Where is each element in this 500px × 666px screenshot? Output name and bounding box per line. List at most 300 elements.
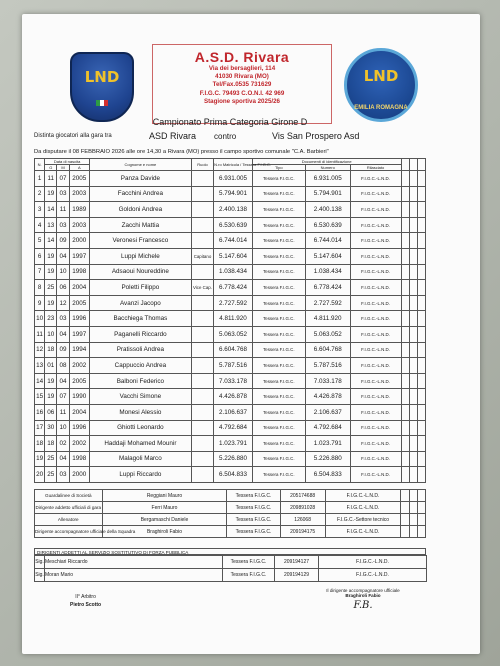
birth-year: 2005: [69, 373, 89, 389]
police-service-row: [35, 569, 427, 582]
police-service-table: [34, 555, 427, 582]
check-cell: [401, 436, 409, 452]
table-row: [35, 342, 426, 358]
player-name: Balboni Federico: [89, 373, 191, 389]
document-number: 209194175: [280, 526, 325, 538]
player-role: [191, 295, 213, 311]
birth-day: 14: [45, 202, 57, 218]
document-type: Tessera F.I.G.C.: [252, 373, 305, 389]
check-cell: [409, 514, 417, 526]
birth-day: 19: [45, 264, 57, 280]
birth-month: 03: [57, 217, 69, 233]
check-cell: [417, 342, 425, 358]
check-cell: [409, 420, 417, 436]
check-cell: [409, 202, 417, 218]
document-number: 209194129: [275, 569, 319, 582]
check-cell: [409, 280, 417, 296]
player-matricola: 6.604.768: [214, 342, 253, 358]
player-number: 5: [35, 233, 45, 249]
check-cell: [417, 186, 425, 202]
italian-flag-icon: [96, 100, 108, 106]
table-row: [35, 326, 426, 342]
document-type: Tessera F.I.G.C.: [252, 404, 305, 420]
player-matricola: 6.504.833: [214, 467, 253, 483]
player-number: 13: [35, 358, 45, 374]
player-matricola: 2.727.592: [214, 295, 253, 311]
player-matricola: 2.400.138: [214, 202, 253, 218]
police-service-row: [35, 556, 427, 569]
check-cell: [409, 389, 417, 405]
check-cell: [401, 186, 409, 202]
issued-by: F.I.G.C.-L.N.D.: [350, 358, 401, 374]
check-cell: [417, 373, 425, 389]
issued-by: F.I.G.C.-L.N.D.: [325, 526, 401, 538]
document-type: Tessera F.I.G.C.: [223, 556, 275, 569]
issued-by: F.I.G.C.-L.N.D.: [319, 556, 427, 569]
player-role: [191, 233, 213, 249]
check-cell: [417, 436, 425, 452]
player-role: [191, 186, 213, 202]
check-cell: [417, 295, 425, 311]
check-cell: [409, 311, 417, 327]
player-matricola: 5.147.604: [214, 248, 253, 264]
check-cell: [401, 280, 409, 296]
birth-month: 11: [57, 202, 69, 218]
player-matricola: 5.794.901: [214, 186, 253, 202]
staff-name: Bergamaschi Daniele: [102, 514, 227, 526]
check-cell: [401, 373, 409, 389]
issued-by: F.I.G.C.-L.N.D.: [325, 490, 401, 502]
player-number: 16: [35, 404, 45, 420]
player-name: Luppi Michele: [89, 248, 191, 264]
check-cell: [409, 264, 417, 280]
check-cell: [409, 526, 417, 538]
player-matricola: 4.426.878: [214, 389, 253, 405]
document-number: 126068: [280, 514, 325, 526]
table-row: [35, 311, 426, 327]
birth-day: 18: [45, 342, 57, 358]
player-number: 19: [35, 451, 45, 467]
player-name: Vacchi Simone: [89, 389, 191, 405]
staff-role: Guardalinee di Società: [35, 490, 103, 502]
check-cell: [409, 248, 417, 264]
check-cell: [401, 467, 409, 483]
document-number: 6.744.014: [305, 233, 350, 249]
document-type: Tessera F.I.G.C.: [252, 248, 305, 264]
lnd-emilia-romagna-logo: LND EMILIA ROMAGNA: [344, 48, 418, 122]
player-role: [191, 171, 213, 187]
birth-day: 25: [45, 280, 57, 296]
table-row: [35, 217, 426, 233]
club-address: Via dei bersaglieri, 114: [208, 65, 276, 72]
document-number: 6.504.833: [305, 467, 350, 483]
check-cell: [409, 342, 417, 358]
staff-name: Braghiroli Fabio: [102, 526, 227, 538]
document-number: 6.604.768: [305, 342, 350, 358]
player-name: Paganelli Riccardo: [89, 326, 191, 342]
document-number: 4.792.684: [305, 420, 350, 436]
document-number: 2.727.592: [305, 295, 350, 311]
document-type: Tessera F.I.G.C.: [227, 526, 280, 538]
check-cell: [417, 526, 425, 538]
document-type: Tessera F.I.G.C.: [252, 202, 305, 218]
player-role: [191, 436, 213, 452]
player-matricola: 5.063.052: [214, 326, 253, 342]
birth-year: 2004: [69, 280, 89, 296]
check-cell: [417, 264, 425, 280]
player-number: 12: [35, 342, 45, 358]
player-number: 3: [35, 202, 45, 218]
issued-by: F.I.G.C.-L.N.D.: [350, 217, 401, 233]
check-cell: [417, 217, 425, 233]
document-number: 2.106.637: [305, 404, 350, 420]
birth-year: 1996: [69, 420, 89, 436]
check-cell: [409, 326, 417, 342]
issued-by: F.I.G.C.-L.N.D.: [350, 326, 401, 342]
check-cell: [401, 233, 409, 249]
check-cell: [417, 502, 425, 514]
table-row: [35, 186, 426, 202]
issued-by: F.I.G.C.-Settore tecnico: [325, 514, 401, 526]
birth-day: 30: [45, 420, 57, 436]
player-role: [191, 373, 213, 389]
issued-by: F.I.G.C.-L.N.D.: [350, 373, 401, 389]
player-role: [191, 467, 213, 483]
player-number: 14: [35, 373, 45, 389]
check-cell: [401, 502, 409, 514]
check-cell: [417, 490, 425, 502]
birth-month: 11: [57, 404, 69, 420]
check-cell: [401, 358, 409, 374]
birth-year: 1997: [69, 248, 89, 264]
issued-by: F.I.G.C.-L.N.D.: [350, 186, 401, 202]
staff-role: Allenatore: [35, 514, 103, 526]
player-name: Facchini Andrea: [89, 186, 191, 202]
document-type: Tessera F.I.G.C.: [227, 490, 280, 502]
staff-role: Dirigente accompagnatore ufficiale della Squadra: [35, 526, 103, 538]
birth-day: 23: [45, 311, 57, 327]
table-row: [35, 248, 426, 264]
check-cell: [401, 404, 409, 420]
check-cell: [401, 311, 409, 327]
issued-by: F.I.G.C.-L.N.D.: [350, 202, 401, 218]
check-cell: [401, 326, 409, 342]
check-cell: [401, 248, 409, 264]
player-matricola: 1.038.434: [214, 264, 253, 280]
player-role: Capitano: [191, 248, 213, 264]
player-number: 6: [35, 248, 45, 264]
player-role: Vice Cap.: [191, 280, 213, 296]
birth-day: 10: [45, 326, 57, 342]
birth-month: 07: [57, 389, 69, 405]
check-cell: [401, 420, 409, 436]
birth-year: 2002: [69, 358, 89, 374]
document-type: Tessera F.I.G.C.: [252, 389, 305, 405]
document-type: Tessera F.I.G.C.: [252, 451, 305, 467]
table-row: [35, 373, 426, 389]
away-team: Vis San Prospero Asd: [272, 131, 360, 141]
check-cell: [409, 358, 417, 374]
police-service-header: DIRIGENTI ADDETTI AL SERVIZIO SOSTITUTIVO DI FORZA PUBBLICA: [34, 548, 426, 555]
player-role: [191, 358, 213, 374]
player-number: 10: [35, 311, 45, 327]
document-type: Tessera F.I.G.C.: [227, 514, 280, 526]
table-row: [35, 280, 426, 296]
player-matricola: 6.778.424: [214, 280, 253, 296]
document-number: 4.426.878: [305, 389, 350, 405]
check-cell: [409, 502, 417, 514]
birth-month: 04: [57, 451, 69, 467]
birth-year: 2000: [69, 467, 89, 483]
check-cell: [417, 233, 425, 249]
issued-by: F.I.G.C.-L.N.D.: [350, 280, 401, 296]
player-role: [191, 389, 213, 405]
table-row: [35, 358, 426, 374]
issued-by: F.I.G.C.-L.N.D.: [350, 171, 401, 187]
check-cell: [409, 171, 417, 187]
referee-signature-block: II° Arbitro Pietro Scotto: [70, 594, 102, 608]
player-name: Panza Davide: [89, 171, 191, 187]
birth-month: 03: [57, 311, 69, 327]
check-cell: [417, 451, 425, 467]
document-type: Tessera F.I.G.C.: [252, 358, 305, 374]
check-cell: [409, 451, 417, 467]
table-row: [35, 202, 426, 218]
document-type: Tessera F.I.G.C.: [223, 569, 275, 582]
document-type: Tessera F.I.G.C.: [252, 342, 305, 358]
championship-title: Campionato Prima Categoria Girone D: [152, 117, 308, 127]
player-name: Bacchiega Thomas: [89, 311, 191, 327]
check-cell: [417, 326, 425, 342]
player-role: [191, 311, 213, 327]
table-header-row: N. Data di nascita Cognome e nome Ruolo N.ro Matricola / Tessera F.I.G.C. Documenti di identificazione: [35, 159, 426, 165]
check-cell: [417, 420, 425, 436]
check-cell: [417, 358, 425, 374]
player-role: [191, 202, 213, 218]
birth-year: 1996: [69, 311, 89, 327]
distinta-label: Distinta giocatori alla gara tra: [34, 133, 112, 139]
birth-day: 19: [45, 389, 57, 405]
staff-row: [35, 514, 426, 526]
check-cell: [409, 373, 417, 389]
issued-by: F.I.G.C.-L.N.D.: [350, 404, 401, 420]
player-matricola: 5.226.880: [214, 451, 253, 467]
birth-year: 2003: [69, 186, 89, 202]
check-cell: [401, 526, 409, 538]
player-number: 18: [35, 436, 45, 452]
document-number: 5.226.880: [305, 451, 350, 467]
issued-by: F.I.G.C.-L.N.D.: [350, 467, 401, 483]
contro-label: contro: [214, 132, 237, 141]
player-name: Veronesi Francesco: [89, 233, 191, 249]
table-row: [35, 404, 426, 420]
document-type: Tessera F.I.G.C.: [252, 311, 305, 327]
club-phone: Tel/Fax.0535 731629: [212, 81, 272, 89]
title-prefix: Sig.: [35, 569, 45, 582]
player-name: Cappuccio Andrea: [89, 358, 191, 374]
birth-day: 18: [45, 436, 57, 452]
birth-month: 12: [57, 295, 69, 311]
player-matricola: 2.106.637: [214, 404, 253, 420]
issued-by: F.I.G.C.-L.N.D.: [350, 342, 401, 358]
birth-month: 06: [57, 280, 69, 296]
player-role: [191, 326, 213, 342]
issued-by: F.I.G.C.-L.N.D.: [350, 451, 401, 467]
birth-day: 25: [45, 451, 57, 467]
check-cell: [417, 514, 425, 526]
check-cell: [409, 186, 417, 202]
document-number: 6.931.005: [305, 171, 350, 187]
document-number: 205174688: [280, 490, 325, 502]
document-type: Tessera F.I.G.C.: [252, 233, 305, 249]
staff-name: Reggiani Mauro: [102, 490, 227, 502]
birth-day: 25: [45, 467, 57, 483]
club-city: 41030 Rivara (MO): [215, 73, 269, 81]
player-matricola: 6.931.005: [214, 171, 253, 187]
birth-month: 10: [57, 420, 69, 436]
issued-by: F.I.G.C.-L.N.D.: [350, 311, 401, 327]
check-cell: [401, 264, 409, 280]
birth-year: 2005: [69, 171, 89, 187]
player-matricola: 4.792.684: [214, 420, 253, 436]
home-team: ASD Rivara: [149, 131, 197, 141]
issued-by: F.I.G.C.-L.N.D.: [350, 420, 401, 436]
check-cell: [409, 467, 417, 483]
check-cell: [401, 295, 409, 311]
birth-day: 19: [45, 295, 57, 311]
person-name: Meschiari Riccardo: [45, 556, 223, 569]
document-number: 4.811.920: [305, 311, 350, 327]
handwritten-signature: F.B.: [353, 600, 373, 611]
player-matricola: 1.023.791: [214, 436, 253, 452]
birth-year: 1989: [69, 202, 89, 218]
birth-month: 02: [57, 436, 69, 452]
player-role: [191, 217, 213, 233]
player-matricola: 7.033.178: [214, 373, 253, 389]
birth-year: 2003: [69, 217, 89, 233]
issued-by: F.I.G.C.-L.N.D.: [350, 233, 401, 249]
check-cell: [401, 490, 409, 502]
birth-month: 03: [57, 467, 69, 483]
check-cell: [401, 342, 409, 358]
player-name: Zacchi Mattia: [89, 217, 191, 233]
check-cell: [409, 490, 417, 502]
check-cell: [417, 467, 425, 483]
issued-by: F.I.G.C.-L.N.D.: [350, 436, 401, 452]
person-name: Moran Mario: [45, 569, 223, 582]
player-matricola: 6.530.639: [214, 217, 253, 233]
check-cell: [409, 233, 417, 249]
staff-role: Dirigente addetto ufficiali di gara: [35, 502, 103, 514]
club-name: A.S.D. Rivara: [194, 49, 290, 65]
player-role: [191, 420, 213, 436]
birth-year: 2000: [69, 233, 89, 249]
document-number: 5.063.052: [305, 326, 350, 342]
player-role: [191, 264, 213, 280]
document-type: Tessera F.I.G.C.: [252, 280, 305, 296]
document-type: Tessera F.I.G.C.: [252, 420, 305, 436]
document-type: Tessera F.I.G.C.: [252, 217, 305, 233]
document-number: 2.400.138: [305, 202, 350, 218]
birth-year: 1994: [69, 342, 89, 358]
player-name: Goldoni Andrea: [89, 202, 191, 218]
birth-month: 04: [57, 248, 69, 264]
check-cell: [417, 248, 425, 264]
club-figc: F.I.G.C. 79493 C.O.N.I. 42 969: [199, 89, 285, 97]
player-name: Luppi Riccardo: [89, 467, 191, 483]
player-number: 11: [35, 326, 45, 342]
player-matricola: 4.811.920: [214, 311, 253, 327]
title-prefix: Sig.: [35, 556, 45, 569]
issued-by: F.I.G.C.-L.N.D.: [350, 389, 401, 405]
birth-day: 06: [45, 404, 57, 420]
birth-year: 1997: [69, 326, 89, 342]
player-number: 15: [35, 389, 45, 405]
player-role: [191, 451, 213, 467]
staff-row: [35, 526, 426, 538]
birth-day: 14: [45, 233, 57, 249]
player-number: 4: [35, 217, 45, 233]
player-role: [191, 404, 213, 420]
check-cell: [417, 171, 425, 187]
issued-by: F.I.G.C.-L.N.D.: [350, 248, 401, 264]
player-name: Haddaji Mohamed Mounir: [89, 436, 191, 452]
birth-year: 1998: [69, 451, 89, 467]
birth-month: 08: [57, 358, 69, 374]
distinta-row: [34, 133, 434, 139]
staff-name: Ferri Mauro: [102, 502, 227, 514]
table-row: [35, 467, 426, 483]
check-cell: [401, 171, 409, 187]
check-cell: [409, 436, 417, 452]
club-season: Stagione sportiva 2025/26: [203, 97, 280, 105]
table-row: [35, 233, 426, 249]
document-number: 209891028: [280, 502, 325, 514]
check-cell: [409, 217, 417, 233]
check-cell: [409, 404, 417, 420]
birth-day: 19: [45, 186, 57, 202]
match-details: Da disputare il 08 FEBBRAIO 2026 alle ore 14,30 a Rivara (MO) presso il campo sportivo comunale "C.A. Barbieri": [34, 149, 329, 155]
player-name: Malagoli Marco: [89, 451, 191, 467]
club-header-box: [152, 44, 332, 124]
document-type: Tessera F.I.G.C.: [252, 171, 305, 187]
document-number: 5.787.516: [305, 358, 350, 374]
birth-year: 1998: [69, 264, 89, 280]
document-number: 5.794.901: [305, 186, 350, 202]
player-number: 2: [35, 186, 45, 202]
document-number: 1.023.791: [305, 436, 350, 452]
player-number: 8: [35, 280, 45, 296]
staff-row: [35, 502, 426, 514]
player-name: Poletti Filippo: [89, 280, 191, 296]
player-number: 1: [35, 171, 45, 187]
birth-year: 2004: [69, 404, 89, 420]
document-type: Tessera F.I.G.C.: [252, 264, 305, 280]
player-number: 7: [35, 264, 45, 280]
table-row: [35, 264, 426, 280]
birth-year: 2002: [69, 436, 89, 452]
birth-month: 03: [57, 186, 69, 202]
birth-day: 19: [45, 373, 57, 389]
document-type: Tessera F.I.G.C.: [252, 467, 305, 483]
table-row: [35, 171, 426, 187]
player-name: Ghiotti Leonardo: [89, 420, 191, 436]
staff-table: [34, 489, 426, 538]
check-cell: [417, 311, 425, 327]
birth-month: 09: [57, 342, 69, 358]
lnd-logo-left: LND: [70, 52, 134, 122]
issued-by: F.I.G.C.-L.N.D.: [350, 295, 401, 311]
